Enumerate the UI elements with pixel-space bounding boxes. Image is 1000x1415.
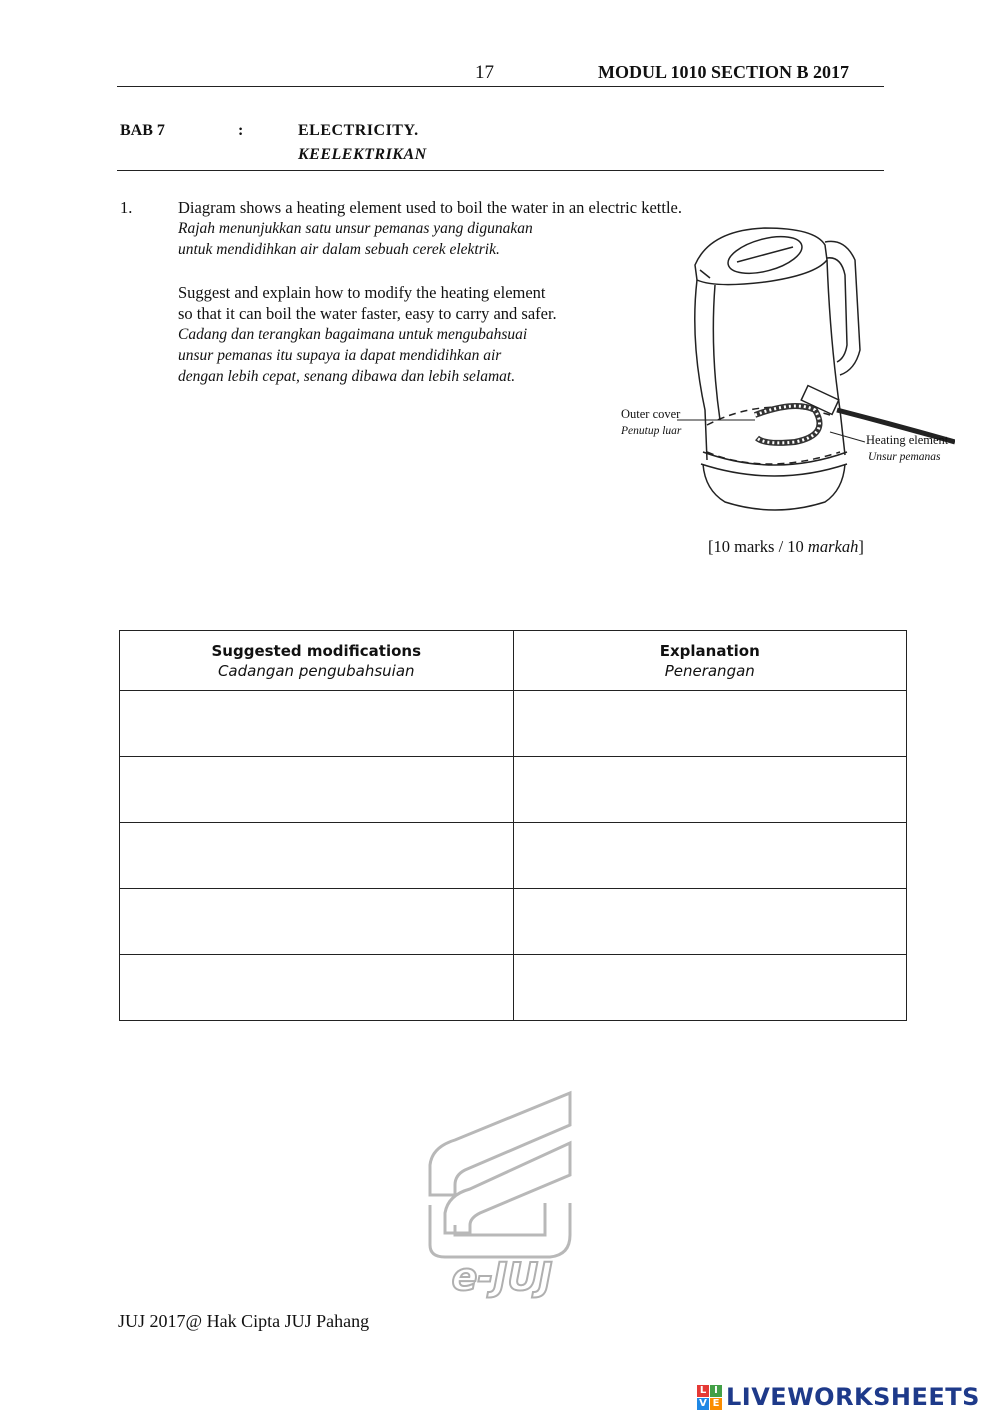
- modification-input-5[interactable]: [129, 967, 508, 1009]
- ejuj-logo-icon: [420, 1085, 585, 1300]
- brand-name: LIVEWORKSHEETS: [726, 1383, 980, 1411]
- explanation-input-5[interactable]: [522, 967, 901, 1009]
- brand-icon-i: I: [710, 1385, 722, 1397]
- marks-open: [10 marks / 10: [708, 537, 808, 556]
- table-row: [120, 955, 907, 1021]
- label-heating-element: Heating element: [866, 433, 949, 447]
- liveworksheets-brand[interactable]: [697, 1382, 980, 1412]
- chapter-label: BAB 7: [120, 122, 165, 139]
- explanation-cell-5[interactable]: [513, 955, 907, 1021]
- brand-icon-e: E: [710, 1398, 722, 1410]
- header-suggested-modifications: [120, 631, 514, 691]
- modification-cell-2[interactable]: [120, 757, 514, 823]
- label-outer-cover: Outer cover: [621, 407, 681, 421]
- modification-cell-3[interactable]: [120, 823, 514, 889]
- page-number: 17: [475, 62, 494, 83]
- chapter-colon: :: [238, 122, 244, 139]
- col1-title-en: Suggested modifications: [211, 641, 422, 660]
- header-rule: [117, 86, 884, 87]
- modification-input-2[interactable]: [129, 769, 508, 811]
- label-heating-element-ms: Unsur pemanas: [868, 451, 941, 463]
- header-explanation: [513, 631, 907, 691]
- instruction-ms-2: unsur pemanas itu supaya ia dapat mendidihkan air: [178, 347, 502, 364]
- label-outer-cover-ms: Penutup luar: [621, 425, 682, 437]
- modification-cell-1[interactable]: [120, 691, 514, 757]
- question-number: 1.: [120, 198, 133, 217]
- explanation-cell-2[interactable]: [513, 757, 907, 823]
- table-row: [120, 889, 907, 955]
- instruction-en-2: so that it can boil the water faster, easy to carry and safer.: [178, 304, 557, 323]
- col2-title-ms: Penerangan: [664, 661, 755, 680]
- chapter-rule: [117, 170, 884, 171]
- explanation-cell-4[interactable]: [513, 889, 907, 955]
- table-row: [120, 757, 907, 823]
- kettle-drawing: [615, 220, 955, 525]
- modification-input-3[interactable]: [129, 835, 508, 877]
- question-text-ms-1: Rajah menunjukkan satu unsur pemanas yang digunakan: [178, 220, 533, 237]
- explanation-cell-1[interactable]: [513, 691, 907, 757]
- col2-title-en: Explanation: [659, 641, 760, 660]
- explanation-input-3[interactable]: [522, 835, 901, 877]
- modification-input-1[interactable]: [129, 703, 508, 745]
- kettle-diagram: [615, 220, 955, 525]
- modification-input-4[interactable]: [129, 901, 508, 943]
- modification-cell-5[interactable]: [120, 955, 514, 1021]
- footer-copyright: JUJ 2017@ Hak Cipta JUJ Pahang: [118, 1311, 370, 1331]
- table-header-row: [120, 631, 907, 691]
- instruction-ms-3: dengan lebih cepat, senang dibawa dan lebih selamat.: [178, 368, 516, 385]
- explanation-input-4[interactable]: [522, 901, 901, 943]
- instruction-en-1: Suggest and explain how to modify the heating element: [178, 283, 546, 302]
- marks-close: ]: [858, 537, 864, 556]
- table-row: [120, 691, 907, 757]
- answer-table: [119, 630, 907, 1021]
- modification-cell-4[interactable]: [120, 889, 514, 955]
- instruction-ms-1: Cadang dan terangkan bagaimana untuk mengubahsuai: [178, 326, 528, 343]
- marks-allocation: [708, 537, 864, 557]
- chapter-title-ms: KEELEKTRIKAN: [298, 146, 427, 163]
- chapter-title-en: ELECTRICITY.: [298, 122, 419, 139]
- brand-icon-v: V: [697, 1398, 709, 1410]
- explanation-cell-3[interactable]: [513, 823, 907, 889]
- col1-title-ms: Cadangan pengubahsuian: [217, 661, 415, 680]
- module-title: MODUL 1010 SECTION B 2017: [598, 62, 850, 82]
- explanation-input-2[interactable]: [522, 769, 901, 811]
- explanation-input-1[interactable]: [522, 703, 901, 745]
- watermark-text: e-JUJ: [451, 1255, 553, 1299]
- question-text-ms-2: untuk mendidihkan air dalam sebuah cerek elektrik.: [178, 241, 500, 258]
- brand-icon-l: L: [697, 1385, 709, 1397]
- marks-ital: markah: [807, 537, 859, 556]
- ejuj-watermark-logo: [420, 1085, 585, 1300]
- liveworksheets-icon: [697, 1385, 722, 1410]
- question-text-en-1: Diagram shows a heating element used to boil the water in an electric kettle.: [178, 198, 682, 217]
- table-row: [120, 823, 907, 889]
